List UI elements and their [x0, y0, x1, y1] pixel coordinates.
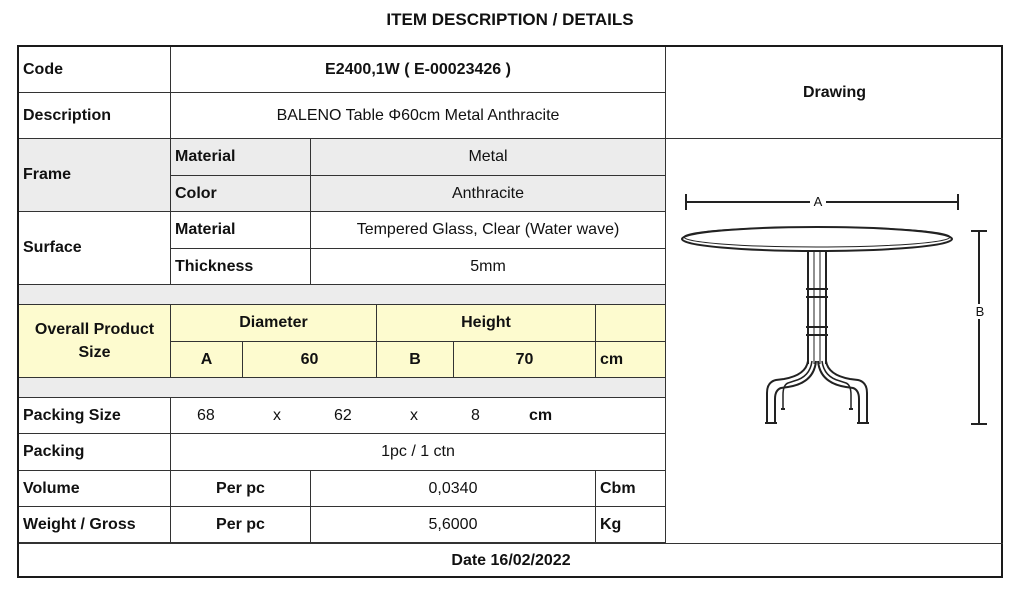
overall-size-label — [19, 305, 171, 378]
weight-value: 5,6000 — [311, 507, 596, 543]
packing-label: Packing — [19, 434, 171, 471]
description-label: Description — [19, 93, 171, 139]
drawing-dim-a: A — [810, 194, 826, 209]
unit-header-blank — [596, 305, 666, 342]
packing-value: 1pc / 1 ctn — [171, 434, 666, 471]
row-spacer — [19, 378, 666, 398]
description-value: BALENO Table Φ60cm Metal Anthracite — [171, 93, 666, 139]
weight-label: Weight / Gross — [19, 507, 171, 543]
surface-thickness-value: 5mm — [311, 249, 666, 285]
weight-unit: Kg — [596, 507, 666, 543]
table-drawing — [666, 139, 1003, 543]
diameter-header: Diameter — [171, 305, 377, 342]
packing-size-unit: cm — [529, 407, 553, 424]
dim-unit: cm — [596, 342, 666, 378]
row-spacer — [19, 285, 666, 305]
volume-label: Volume — [19, 471, 171, 507]
drawing-label: Drawing — [666, 47, 1003, 139]
packing-size-x2: x — [410, 407, 418, 424]
surface-label: Surface — [19, 212, 171, 285]
packing-size-values — [171, 398, 666, 434]
packing-size-length: 68 — [197, 407, 215, 424]
dim-a-value: 60 — [243, 342, 377, 378]
volume-value: 0,0340 — [311, 471, 596, 507]
page-title: ITEM DESCRIPTION / DETAILS — [386, 10, 634, 29]
surface-material-value: Tempered Glass, Clear (Water wave) — [311, 212, 666, 249]
packing-size-width: 62 — [334, 407, 352, 424]
packing-size-label: Packing Size — [19, 398, 171, 434]
volume-unit: Cbm — [596, 471, 666, 507]
date-footer: Date 16/02/2022 — [19, 543, 1003, 578]
volume-per: Per pc — [171, 471, 311, 507]
surface-thickness-label: Thickness — [171, 249, 311, 285]
frame-material-value: Metal — [311, 139, 666, 176]
dim-b-label: B — [377, 342, 454, 378]
code-value: E2400,1W ( E-00023426 ) — [171, 47, 666, 93]
drawing-dim-b: B — [972, 304, 988, 319]
packing-size-height: 8 — [471, 407, 480, 424]
overall-size-label-line2: Size — [78, 344, 111, 361]
frame-color-label: Color — [171, 176, 311, 212]
height-header: Height — [377, 305, 596, 342]
dim-a-label: A — [171, 342, 243, 378]
packing-size-x1: x — [273, 407, 281, 424]
frame-color-value: Anthracite — [311, 176, 666, 212]
weight-per: Per pc — [171, 507, 311, 543]
dim-b-value: 70 — [454, 342, 596, 378]
overall-size-label-line1: Overall Product — [34, 321, 155, 338]
code-label: Code — [19, 47, 171, 93]
frame-label: Frame — [19, 139, 171, 212]
table-drawing-icon — [666, 139, 1003, 543]
spec-sheet — [17, 45, 1003, 578]
surface-material-label: Material — [171, 212, 311, 249]
frame-material-label: Material — [171, 139, 311, 176]
